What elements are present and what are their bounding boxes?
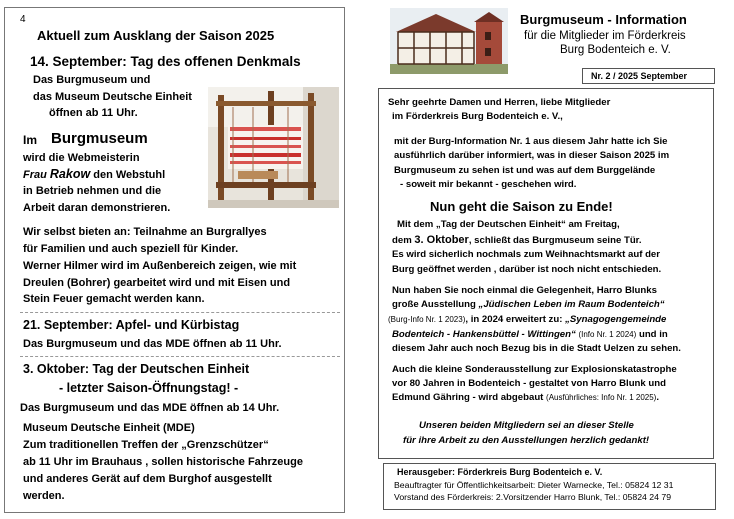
letter-d1: Auch die kleine Sonderausstellung zur Explosionskatastrophe [392,364,677,375]
sep14-line2: das Museum Deutsche Einheit [33,91,192,103]
letter-d3 [392,391,659,405]
footer-publisher: Herausgeber: Förderkreis Burg Bodenteich e. V. [397,467,603,477]
c4-ref: (Info Nr. 1 2024) [578,330,637,339]
greeting-1: Sehr geehrte Damen und Herren, liebe Mitglieder [388,97,611,108]
letter-a2: ausführlich darüber informiert, was in dieser Saison 2025 im [394,150,670,161]
okt3-m4: und anderes Gerät auf dem Burghof ausgestellt [23,473,272,485]
d3-a: Edmund Gähring - wird abgebaut [392,392,544,403]
okt3-m2: Zum traditionellen Treffen der „Grenzschützer“ [23,439,269,451]
sep14-w3: in Betrieb nehmen und die [23,185,162,197]
sep14-line3: öffnen ab 11 Uhr. [49,107,138,119]
b2-date: 3. Oktober [414,234,469,246]
castle-photo [390,8,508,74]
letter-c3 [388,313,666,327]
okt3-m5: werden. [23,490,65,502]
header-title: Burgmuseum - Information [520,12,687,27]
c4-title: Bodenteich - Hankensbüttel - Wittingen“ [392,329,576,340]
letter-headline: Nun geht die Saison zu Ende! [430,199,613,214]
issue-box: Nr. 2 / 2025 September [582,68,715,84]
letter-d2: vor 80 Jahren in Bodenteich - gestaltet von Harro Blunk und [392,378,667,389]
letter-b4: Burg geöffnet werden , darüber ist noch nicht entschieden. [392,264,662,275]
letter-e1: Unseren beiden Mitgliedern sei an dieser Stelle [419,420,634,431]
c2-a: große Ausstellung [392,299,476,310]
letter-c1: Nun haben Sie noch einmal die Gelegenheit, Harro Blunks [392,285,657,296]
page-number: 4 [20,14,26,25]
loom-photo [208,87,339,208]
sep14-p4: Dreulen (Bohrer) gearbeitet wird und mit Eisen und [23,277,291,289]
sep14-line1: Das Burgmuseum und [33,74,151,86]
sep14-p5: Stein Feuer gemacht werden kann. [23,293,205,305]
letter-c5: diesem Jahr auch noch Bezug bis in die Stadt Uelzen zu sehen. [392,343,681,354]
sep14-p3: Werner Hilmer wird im Außenbereich zeigen, wie mit [23,260,297,272]
letter-b3: Es wird sicherlich nochmals zum Weihnachtsmarkt auf der [392,249,660,260]
sep14-w4: Arbeit daran demonstrieren. [23,202,171,214]
burgmuseum-label: Burgmuseum [51,130,148,147]
frau-word: Frau [23,169,47,181]
footer-r2: Vorstand des Förderkreis: 2.Vorsitzender Harro Blunk, Tel.: 05824 24 79 [394,492,672,502]
letter-c2 [392,298,665,312]
im-label: Im [23,133,38,147]
header-sub2: Burg Bodenteich e. V. [560,44,671,56]
okt3-m3: ab 11 Uhr im Brauhaus , sollen historische Fahrzeuge [23,456,303,468]
c2-title: „Jüdischen Leben im Raum Bodenteich“ [478,299,665,310]
webstuhl-text: den Webstuhl [93,169,166,181]
c3-b: , in 2024 erweitert zu: [465,314,563,325]
d3-ref: (Ausführliches: Info Nr. 1 2025) [546,393,657,402]
sep14-w2 [23,167,165,183]
letter-a3: Burgmuseum zu sehen ist und was auf dem Burggelände [394,165,656,176]
b2-rest: , schließt das Burgmuseum seine Tür. [468,235,642,246]
okt3-m1: Museum Deutsche Einheit (MDE) [23,422,195,434]
okt3-subheading: - letzter Saison-Öffnungstag! - [59,381,239,395]
sep14-w1: wird die Webmeisterin [23,152,140,164]
divider [20,312,340,313]
letter-c4 [392,328,668,342]
greeting-2: im Förderkreis Burg Bodenteich e. V., [392,111,563,122]
c3-ref: (Burg-Info Nr. 1 2023) [388,315,466,324]
sep14-heading: 14. September: Tag des offenen Denkmals [30,54,301,69]
letter-a4: - soweit mir bekannt - geschehen wird. [400,179,577,190]
header-sub1: für die Mitglieder im Förderkreis [524,30,686,42]
sep14-p1: Wir selbst bieten an: Teilnahme an Burgrallyes [23,226,267,238]
c3-title: „Synagogengemeinde [565,314,667,325]
c4-c: und in [638,329,668,340]
left-headline: Aktuell zum Ausklang der Saison 2025 [37,28,275,43]
sep21-heading: 21. September: Apfel- und Kürbistag [23,318,240,332]
letter-b1: Mit dem „Tag der Deutschen Einheit“ am Freitag, [397,219,620,230]
letter-a1: mit der Burg-Information Nr. 1 aus diesem Jahr hatte ich Sie [394,136,668,147]
footer-r1: Beauftragter für Öffentlichkeitsarbeit: Dieter Warnecke, Tel.: 05824 12 31 [394,480,674,490]
letter-e2: für ihre Arbeit zu den Ausstellungen herzlich gedankt! [403,435,650,446]
divider [20,356,340,357]
okt3-heading: 3. Oktober: Tag der Deutschen Einheit [23,362,250,376]
sep14-p2: für Familien und auch speziell für Kinder. [23,243,239,255]
d3-c: . [656,392,659,403]
okt3-text: Das Burgmuseum und das MDE öffnen ab 14 Uhr. [20,402,280,414]
letter-b2 [392,233,642,248]
rakow-name: Rakow [49,167,91,181]
b2-dem: dem [392,235,412,246]
sep21-text: Das Burgmuseum und das MDE öffnen ab 11 Uhr. [23,338,282,350]
